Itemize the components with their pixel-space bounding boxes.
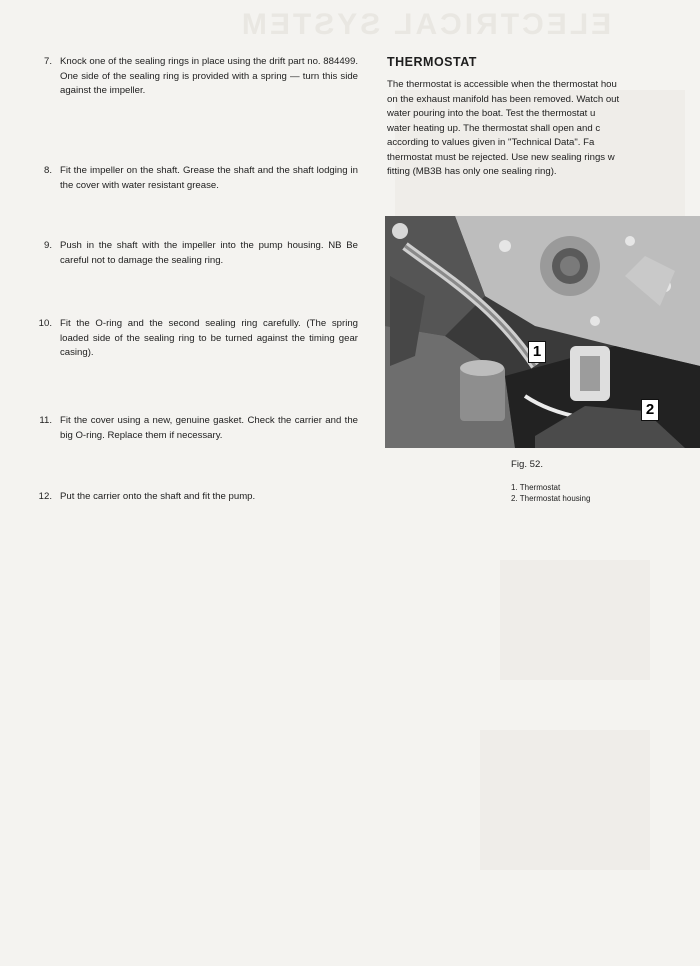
figure-caption-2: 2. Thermostat housing (511, 494, 591, 503)
step-text: Put the carrier onto the shaft and fit the pump. (60, 491, 256, 502)
step-text: Fit the O-ring and the second sealing ring carefully. (The spring loaded side of the sealing ring to be turned against the timing gear casing). (60, 318, 358, 358)
step-12 (28, 490, 358, 505)
step-7 (28, 55, 358, 99)
thermostat-section (387, 55, 700, 180)
bleed-through-block (480, 730, 650, 870)
step-number: 12. (38, 491, 52, 502)
step-text: Knock one of the sealing rings in place using the drift part no. 884499. One side of the sealing ring is provided with a spring — turn this side against the impeller. (60, 56, 358, 96)
bleed-through-heading: ELECTRICAL SYSTEM (238, 8, 612, 41)
engine-photo (385, 216, 700, 448)
step-number: 10. (38, 318, 52, 329)
step-number: 9. (43, 240, 52, 251)
figure-label: Fig. 52. (511, 459, 543, 470)
bleed-through-block (500, 560, 650, 680)
step-number: 11. (39, 415, 52, 426)
step-text: Fit the cover using a new, genuine gasket. Check the carrier and the big O-ring. Replace them if necessary. (60, 415, 358, 441)
callout-1: 1 (528, 341, 546, 363)
section-heading: THERMOSTAT (387, 55, 477, 69)
step-number: 7. (43, 56, 52, 67)
step-8 (28, 164, 358, 193)
step-text: Fit the impeller on the shaft. Grease the shaft and the shaft lodging in the cover with water resistant grease. (60, 165, 358, 191)
step-text: Push in the shaft with the impeller into the pump housing. NB Be careful not to damage the sealing ring. (60, 240, 358, 266)
callout-2: 2 (641, 399, 659, 421)
step-10 (28, 317, 358, 361)
step-number: 8. (43, 165, 52, 176)
step-9 (28, 239, 358, 268)
section-paragraph: The thermostat is accessible when the thermostat hou on the exhaust manifold has been removed. Watch out water pouring into the boat. Test the thermostat u water heating up. The thermostat shall open and c according to values given in "Technical Data". Fa thermostat must be rejected. Use new sealing rings w fitting (MB3B has only one sealing ring). (387, 79, 620, 177)
figure-caption-1: 1. Thermostat (511, 483, 561, 492)
step-11 (28, 414, 358, 443)
